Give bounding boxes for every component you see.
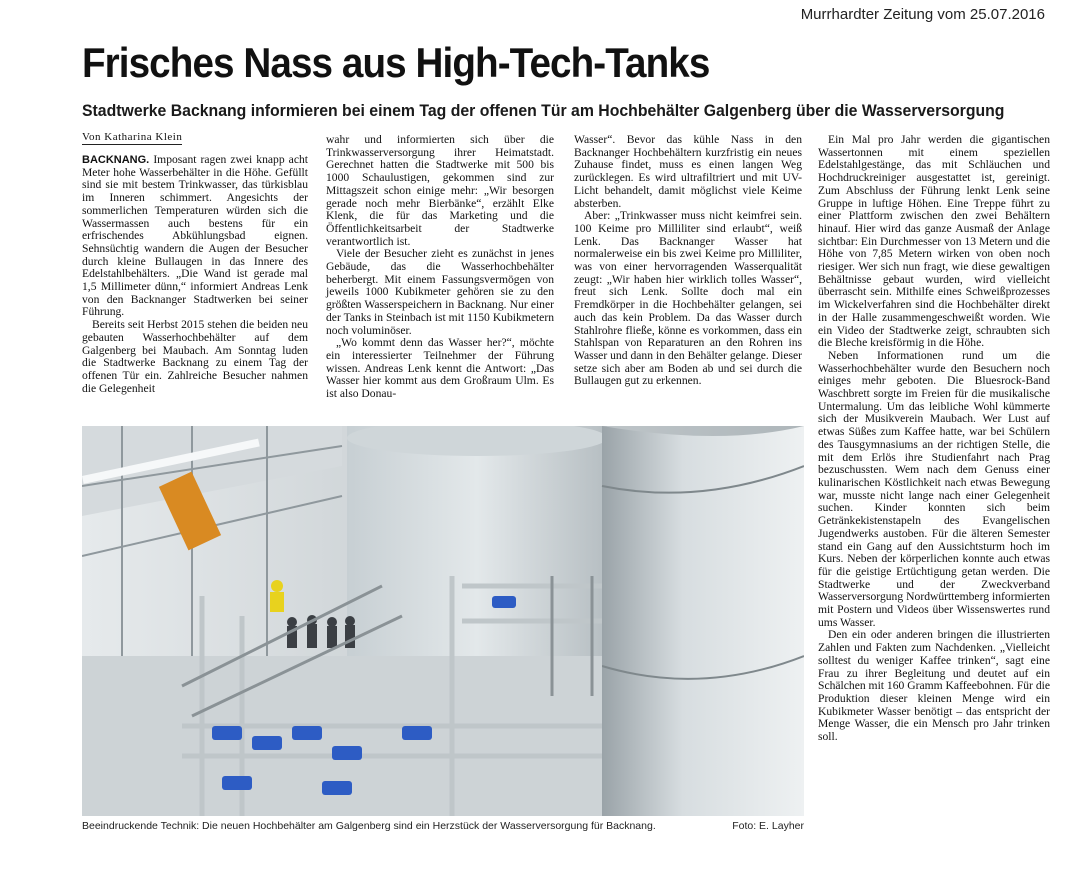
subheadline: Stadtwerke Backnang informieren bei einem Tag der offenen Tür am Hochbehälter Galgenberg über die Wasserversorgung bbox=[82, 101, 1005, 120]
paragraph: Wasser“. Bevor das kühle Nass in den Backnanger Hochbehältern kurzfristig ein neues Zuhause findet, muss es einen langen Weg zurücklegen. Es wird ultrafiltriert und mit UV-Licht behandelt, damit möglichst viele Keime absterben. bbox=[574, 133, 802, 210]
paragraph: „Wo kommt denn das Wasser her?“, möchte ein interessierter Teilnehmer der Führung wissen. Andreas Lenk kennt die Antwort: „Das Wasser hier kommt aus dem Großraum Ulm. Es ist also Donau- bbox=[326, 336, 554, 401]
photo-credit: Foto: E. Layher bbox=[732, 820, 804, 832]
paragraph: Neben Informationen rund um die Wasserhochbehälter wurde den Besuchern noch einiges mehr geboten. Die Bluesrock-Band Waschbrett sorgte im Freien für die musikalische Untermalung. Um das leibliche Wohl kümmerte sich der Musikverein Maubach. Wer Lust auf etwas Süßes zum Kaffee hatte, war bei Schülern des Tausgymnasiums an der richtigen Stelle, die mit dem Erlös ihre Studienfahrt nach Prag bezuschussten. Wem nach dem Genuss einer kulinarischen Köstlichkeit nach etwas Bewegung war, musste nicht lange nach einer Gelegenheit suchen. Kinder konnten sich beim Getränkekistenstapeln des Evangelischen Jugendwerks austoben. Für die älteren Semester stand ein Gang auf den Aussichtsturm hoch im Kurs. Neben der körperlichen konnte auch etwas für die geistige Ertüchtigung getan werden. Die Stadtwerke und der Zweckverband Wasserversorgung Nordwürttemberg informierten mit Postern und Videos über Wissenswertes rund ums Wasser. bbox=[818, 348, 1050, 629]
headline: Frisches Nass aus High-Tech-Tanks bbox=[82, 39, 710, 86]
article-column-1 bbox=[82, 154, 308, 395]
caption-text: Beeindruckende Technik: Die neuen Hochbehälter am Galgenberg sind ein Herzstück der Wasserversorgung für Backnang. bbox=[82, 820, 656, 832]
paragraph: BACKNANG. Imposant ragen zwei knapp acht Meter hohe Wasserbehälter in die Höhe. Gefüllt sind sie mit bestem Trinkwasser, das türkisblau im Inneren schimmert. Angesichts der sommerlichen Temperaturen würden sich die Wassermassen auch bestens für ein erfrischendes Abkühlungsbad eignen. Sehnsüchtig wandern die Augen der Besucher durch kleine Bullaugen in das Innere des Edelstahlbehälters. „Die Wand ist gerade mal 1,5 Millimeter dünn,“ informiert Andreas Lenk von den Backnanger Stadtwerken bei seiner Führung. bbox=[82, 153, 308, 319]
paragraph: wahr und informierten sich über die Trinkwasserversorgung ihrer Heimatstadt. Gerechnet hatten die Stadtwerke mit 500 bis 1000 Schaulustigen, gekommen sind zur Mittagszeit schon einige mehr: „Wir besorgen gerade noch mehr Bierbänke“, erzählt Elke Klenk, die für das Marketing und die Öffentlichkeitsarbeit der Stadtwerke verantwortlich ist. bbox=[326, 133, 554, 248]
article-column-2 bbox=[326, 134, 554, 401]
article-photo bbox=[82, 426, 804, 816]
paragraph: Aber: „Trinkwasser muss nicht keimfrei sein. 100 Keime pro Milliliter sind erlaubt“, weiß Lenk. Das Backnanger Wasser hat normalerweise ein bis zwei Keime pro Milliliter, was von einer hervorragenden Wasserqualität zeugt: „Wir haben hier wirklich tolles Wasser“, freut sich Lenk. Sollte doch mal ein Fremdkörper in die Hochbehälter gelangen, sei auch das kein Problem. Da das Wasser durch Stahlrohre fließe, könne es vorkommen, dass ein Stahlspan von Reparaturen an den Rohren ins Wasser und dann in den Behälter gelange. Dieser setze sich aber am Boden ab und sei durch die Bullaugen gut zu erkennen. bbox=[574, 209, 802, 388]
dateline: BACKNANG. bbox=[82, 154, 150, 166]
photo-caption bbox=[82, 820, 804, 832]
paragraph: Viele der Besucher zieht es zunächst in jenes Gebäude, das die Wasserhochbehälter beherbergt. Mit einem Fassungsvermögen von jeweils 1000 Kubikmeter gehören sie zu den größten Wasserspeichern in Backnang. Nur einer der Tanks in Steinbach ist mit 1150 Kubikmetern noch voluminöser. bbox=[326, 247, 554, 337]
water-tank-hall-illustration bbox=[82, 426, 804, 816]
paragraph: Ein Mal pro Jahr werden die gigantischen Wassertonnen mit einem speziellen Edelstahlgestänge, das mit Schläuchen und Hochdruckreiniger ausgestattet ist, gereinigt. Zum Abschluss der Führung lenkt Lenk seine Gruppe in luftige Höhen. Eine Treppe führt zu einer Plattform zwischen den zwei Behältern hinauf. Hier wird das ganze Ausmaß der Anlage sichtbar: Ein Durchmesser von 13 Metern und die Höhe von 7,85 Metern wirken von oben noch riesiger. Wer sich nun fragt, wie diese gewaltigen Behältnisse gebaut wurden, wird vielleicht überrascht sein. Mithilfe eines Schweißprozesses im Wickelverfahren sind die Hochbehälter direkt in der Halle zusammengeschweißt worden. Wie ein Video der Stadtwerke zeigt, schraubten sich die Bleche kreisförmig in die Höhe. bbox=[818, 134, 1050, 350]
article-column-3 bbox=[574, 134, 802, 388]
byline: Von Katharina Klein bbox=[82, 131, 183, 143]
paragraph: Den ein oder anderen bringen die illustrierten Zahlen und Fakten zum Nachdenken. „Vielleicht solltest du weniger Kaffee trinken“, sagt eine Frau zu ihrer Begleitung und deutet auf ein Schälchen mit 160 Gramm Kaffeebohnen. Für die Produktion dieser kleinen Menge wird ein Kubikmeter Wasser benötigt – das entspricht der Menge Wasser, die ein Mensch pro Jahr trinken soll. bbox=[818, 628, 1050, 744]
article-column-4 bbox=[818, 134, 1050, 834]
paragraph: Bereits seit Herbst 2015 stehen die beiden neu gebauten Wasserhochbehälter auf dem Galgenberg bei Maubach. Am Sonntag luden die Stadtwerke Backnang zu einem Tag der offenen Tür ein. Zahlreiche Besucher nahmen die Gelegenheit bbox=[82, 318, 308, 395]
newspaper-source: Murrhardter Zeitung vom 25.07.2016 bbox=[800, 6, 1045, 23]
